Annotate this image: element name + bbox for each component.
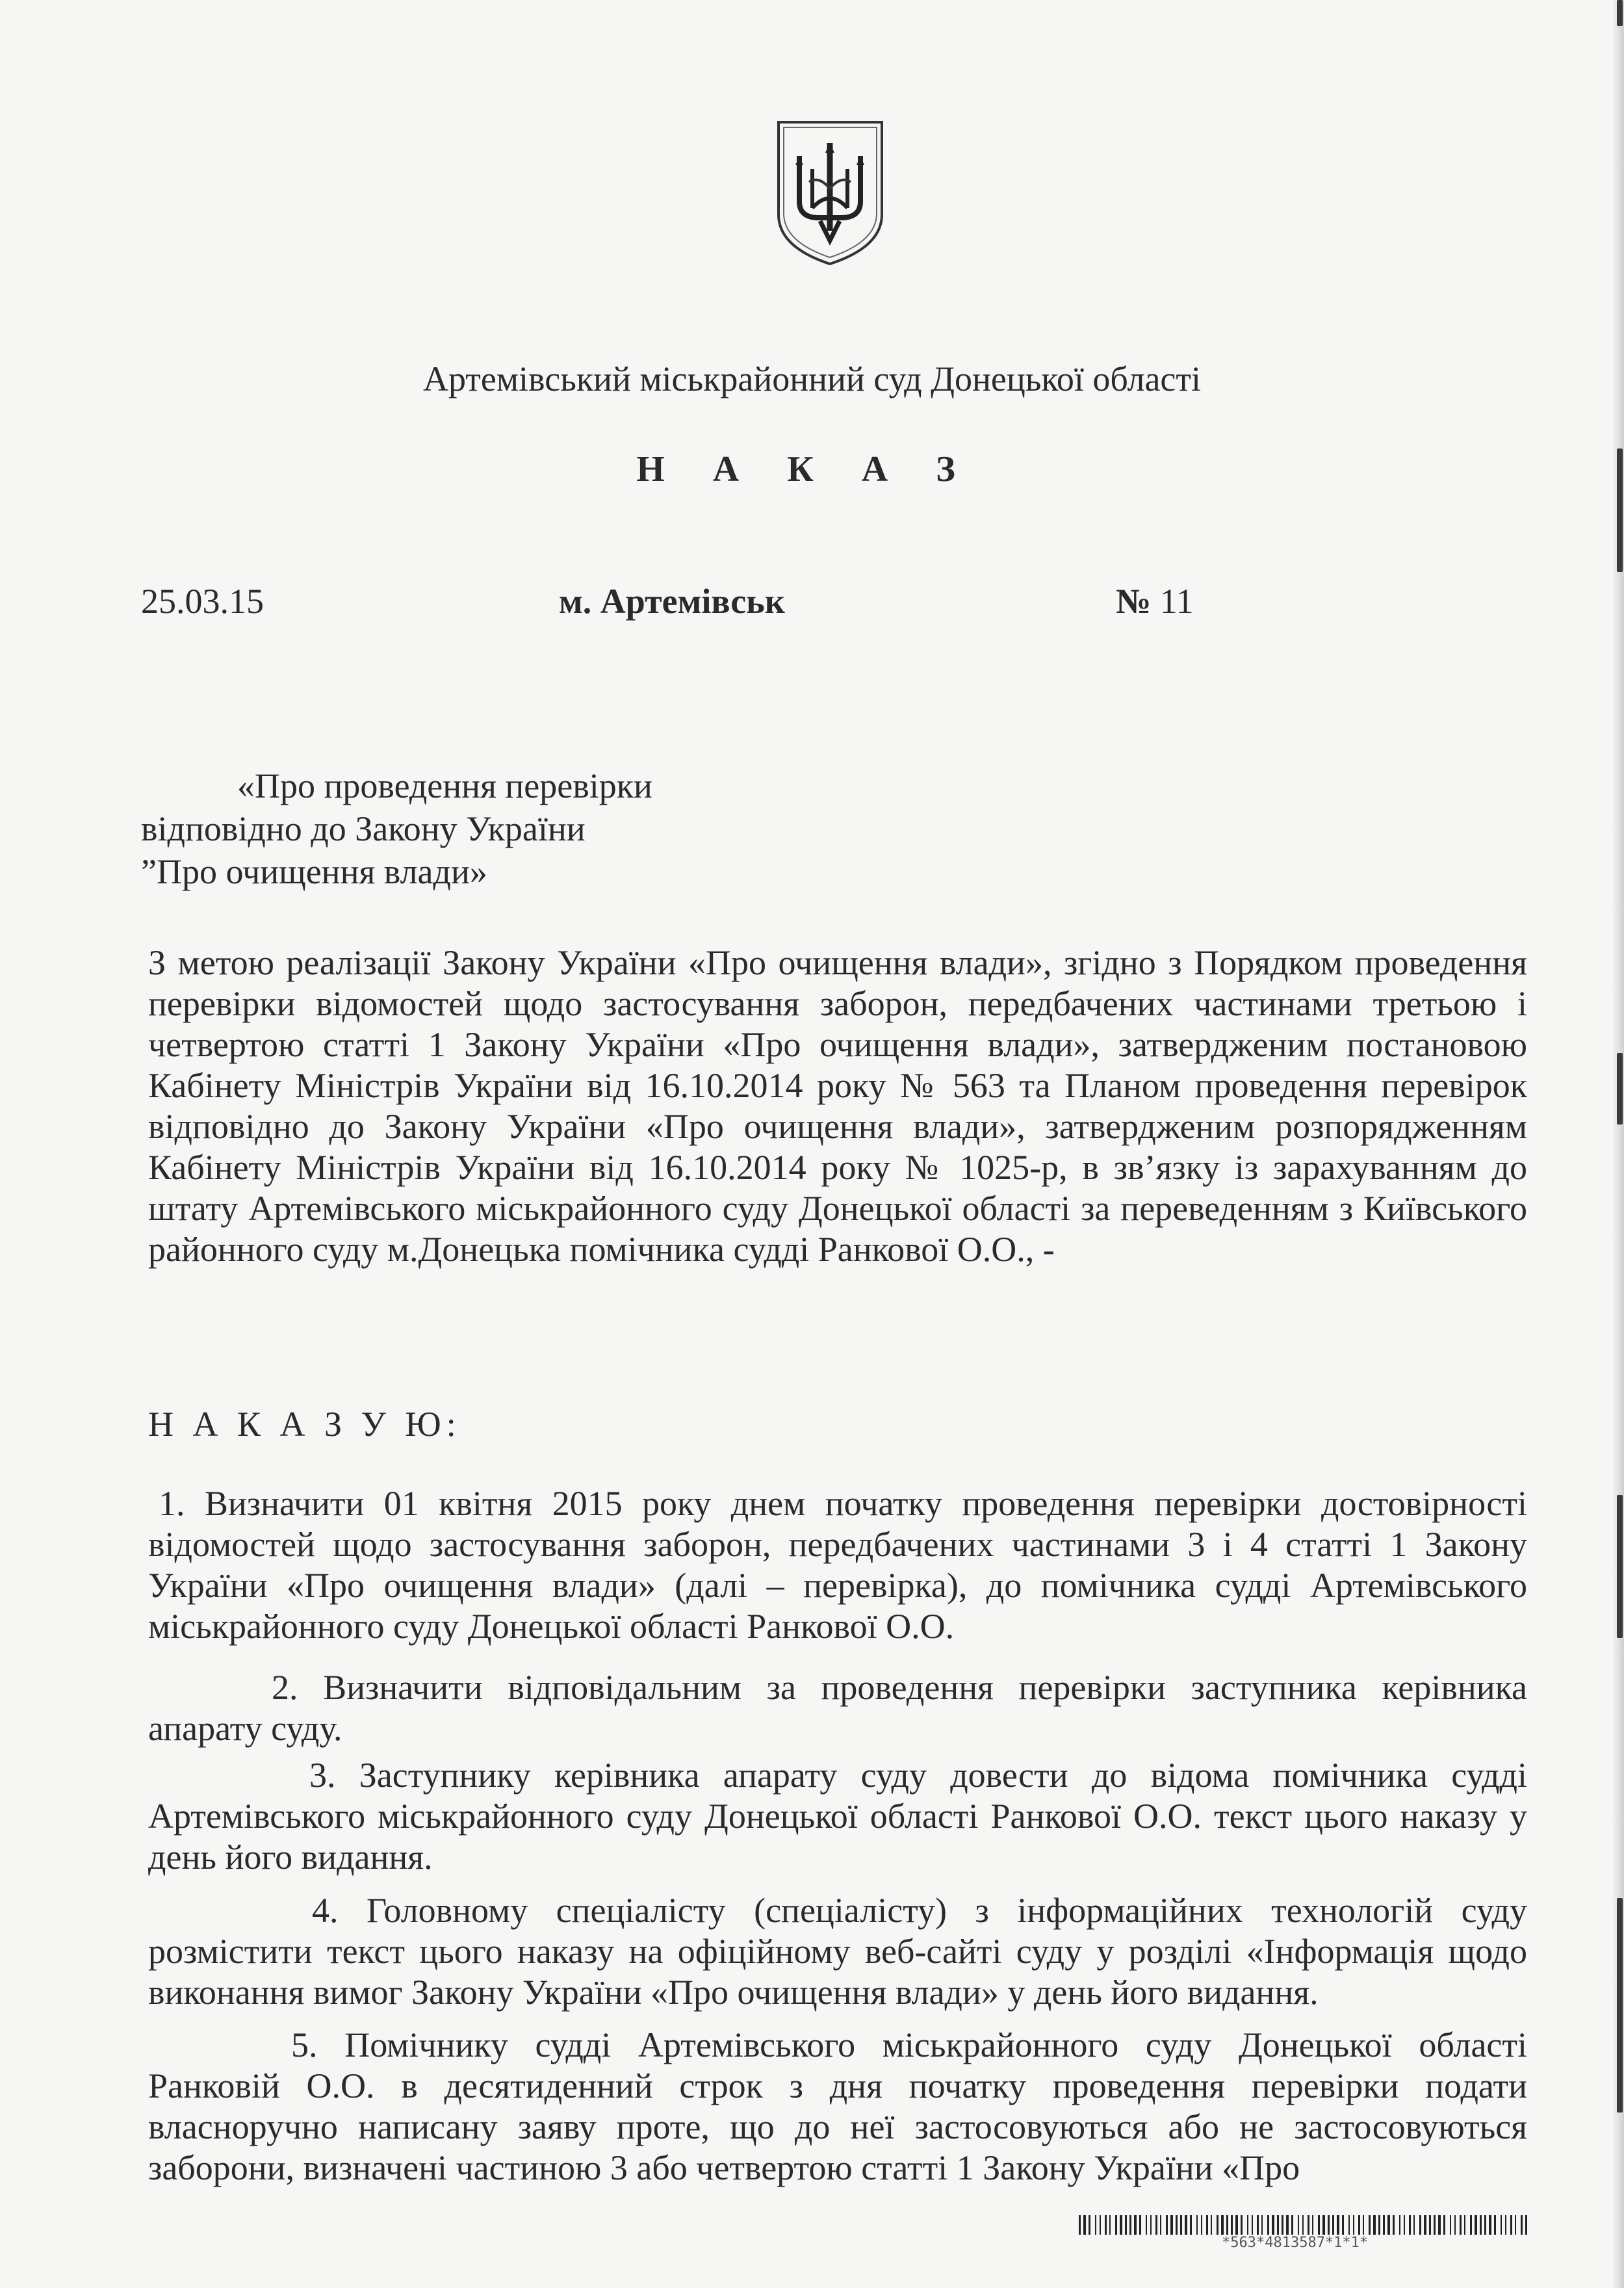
barcode-bar <box>1235 2215 1238 2235</box>
barcode-bar <box>1241 2215 1243 2235</box>
barcode-bar <box>1438 2215 1441 2235</box>
barcode-bar <box>1434 2215 1436 2235</box>
barcode-bar <box>1521 2215 1523 2235</box>
barcode-bar <box>1166 2215 1168 2235</box>
barcode-bar <box>1328 2215 1330 2235</box>
scan-mark <box>1617 1495 1623 1638</box>
barcode-bar <box>1180 2215 1182 2235</box>
barcode-bar <box>1286 2215 1289 2235</box>
barcode-bar <box>1413 2215 1415 2235</box>
scan-edge <box>1612 0 1624 2288</box>
barcode-bar <box>1443 2215 1445 2235</box>
subject-line: відповідно до Закону України <box>141 809 586 848</box>
barcode-bar <box>1378 2215 1380 2235</box>
barcode-bar <box>1342 2215 1344 2235</box>
barcode-bar <box>1109 2215 1111 2235</box>
order-item-2: 2. Визначити відповідальним за проведення перевірки заступника керівника апарату суду. <box>148 1668 1527 1748</box>
barcode-bar <box>1373 2215 1376 2235</box>
barcode-bar <box>1525 2215 1527 2235</box>
number-value: 11 <box>1159 582 1194 621</box>
preamble-paragraph: З метою реалізації Закону України «Про очищення влади», згідно з Порядком проведення перевірки відомостей щодо застосування заборон, передбачених частинами третьою і четвертою статті 1 Закону України «Про очищення влади», затвердженим постановою Кабінету Міністрів України від 16.10.2014 року № 563 та Планом проведення перевірок відповідно до Закону України «Про очищення влади», затвердженим розпорядженням Кабінету Міністрів України від 16.10.2014 року № 1025-р, в зв’язку із зарахуванням до штату Артемівського міськрайонного суду Донецької області за переведенням з Київського районного суду м.Донецька помічника судді Ранкової О.О., - <box>148 943 1527 1269</box>
document-type: Н А К А З <box>636 449 975 489</box>
barcode-bar <box>1257 2215 1259 2235</box>
barcode-bar <box>1337 2215 1339 2235</box>
trident-coat-of-arms-icon <box>773 117 887 266</box>
barcode-bar <box>1146 2215 1147 2235</box>
barcode-bar <box>1409 2215 1411 2235</box>
barcode-bar <box>1267 2215 1269 2235</box>
barcode-bar <box>1089 2215 1090 2235</box>
barcode-bar <box>1079 2215 1081 2235</box>
order-item-1: 1. Визначити 01 квітня 2015 року днем початку проведення перевірки достовірності відомостей щодо застосування заборон, передбачених частинами 3 і 4 статті 1 Закону України «Про очищення влади» (далі – перевірка), до помічника судді Артемівського міськрайонного суду Донецької області Ранкової О.О. <box>148 1484 1527 1646</box>
barcode-bar <box>1383 2215 1385 2235</box>
barcode-bar <box>1470 2215 1472 2235</box>
barcode-bar <box>1176 2215 1178 2235</box>
order-number <box>1116 581 1194 621</box>
barcode-bar <box>1170 2215 1173 2235</box>
barcode-bar <box>1505 2215 1506 2235</box>
order-city: м. Артемівськ <box>559 582 785 621</box>
barcode-bar <box>1358 2215 1360 2235</box>
barcode-bar <box>1454 2215 1456 2235</box>
barcode-bar <box>1484 2215 1486 2235</box>
barcode-bar <box>1134 2215 1137 2235</box>
order-subject <box>141 764 652 893</box>
barcode-bar <box>1404 2215 1405 2235</box>
subject-line: ”Про очищення влади» <box>141 852 487 891</box>
barcode-bar <box>1231 2215 1233 2235</box>
barcode-bar <box>1206 2215 1208 2235</box>
barcode-bar <box>1332 2215 1334 2235</box>
barcode-bar <box>1129 2215 1131 2235</box>
barcode-bar <box>1424 2215 1426 2235</box>
barcode-bar <box>1308 2215 1309 2235</box>
barcode-bar <box>1460 2215 1462 2235</box>
barcode-bar <box>1150 2215 1152 2235</box>
barcode-bar <box>1475 2215 1477 2235</box>
scan-mark <box>1617 0 1623 26</box>
barcode-bar <box>1353 2215 1354 2235</box>
order-item-4: 4. Головному спеціалісту (спеціалісту) з інформаційних технологій суду розмістити текст цього наказу на офіційному веб-сайті суду у розділі «Інформація щодо виконання вимог Закону України «Про очищення влади» у день його видання. <box>148 1891 1527 2012</box>
barcode-bar <box>1190 2215 1192 2235</box>
order-date: 25.03.15 <box>141 582 264 621</box>
barcode-bar <box>1272 2215 1274 2235</box>
barcode-bar <box>1217 2215 1218 2235</box>
barcode-bar <box>1450 2215 1451 2235</box>
barcode-bar <box>1510 2215 1512 2235</box>
barcode-bar <box>1348 2215 1350 2235</box>
barcode-bar <box>1501 2215 1502 2235</box>
barcode-bar <box>1125 2215 1127 2235</box>
barcode-bar <box>1221 2215 1224 2235</box>
barcode-bar <box>1515 2215 1516 2235</box>
document-barcode <box>1079 2215 1527 2235</box>
barcode-bar <box>1387 2215 1390 2235</box>
barcode-bar <box>1201 2215 1202 2235</box>
barcode-bar <box>1139 2215 1141 2235</box>
barcode-bar <box>1312 2215 1313 2235</box>
barcode-bar <box>1480 2215 1482 2235</box>
barcode-bar <box>1095 2215 1096 2235</box>
subject-line: «Про проведення перевірки <box>237 766 652 805</box>
court-name: Артемівський міськрайонний суд Донецької області <box>423 359 1201 398</box>
barcode-bar <box>1185 2215 1187 2235</box>
barcode-bar <box>1393 2215 1395 2235</box>
scan-mark <box>1617 1053 1623 1124</box>
barcode-bar <box>1369 2215 1371 2235</box>
barcode-bar <box>1399 2215 1400 2235</box>
barcode-bar <box>1322 2215 1325 2235</box>
barcode-bar <box>1083 2215 1086 2235</box>
decree-heading: Н А К А З У Ю: <box>148 1405 461 1444</box>
barcode-bar <box>1429 2215 1431 2235</box>
barcode-bar <box>1211 2215 1212 2235</box>
barcode-bar <box>1277 2215 1279 2235</box>
barcode-bar <box>1419 2215 1421 2235</box>
barcode-bar <box>1247 2215 1248 2235</box>
barcode-bar <box>1291 2215 1293 2235</box>
barcode-bar <box>1252 2215 1253 2235</box>
number-sign: № <box>1116 582 1152 621</box>
barcode-bar <box>1160 2215 1161 2235</box>
barcode-bar <box>1282 2215 1283 2235</box>
barcode-bar <box>1363 2215 1364 2235</box>
scan-mark <box>1617 1898 1623 2112</box>
barcode-bar <box>1261 2215 1263 2235</box>
barcode-bar <box>1298 2215 1299 2235</box>
barcode-bar <box>1226 2215 1228 2235</box>
barcode-bar <box>1105 2215 1107 2235</box>
barcode-bar <box>1464 2215 1465 2235</box>
barcode-bar <box>1115 2215 1117 2235</box>
barcode-number: *563*4813587*1*1* <box>1222 2235 1369 2251</box>
barcode-bar <box>1302 2215 1304 2235</box>
barcode-bar <box>1489 2215 1491 2235</box>
barcode-bar <box>1100 2215 1101 2235</box>
barcode-bar <box>1155 2215 1157 2235</box>
barcode-bar <box>1196 2215 1198 2235</box>
barcode-bar <box>1318 2215 1320 2235</box>
order-item-3: 3. Заступнику керівника апарату суду довести до відома помічника судді Артемівського міськрайонного суду Донецької області Ранкової О.О. текст цього наказу у день його видання. <box>148 1756 1527 1877</box>
barcode-bar <box>1494 2215 1496 2235</box>
barcode-bar <box>1120 2215 1122 2235</box>
order-item-5: 5. Помічнику судді Артемівського міськрайонного суду Донецької області Ранковій О.О. в десятиденний строк з дня початку проведення перевірки подати власноручно написану заяву проте, що до неї застосовуються або не застосовуються заборони, визначені частиною 3 або четвертою статті 1 Закону України «Про <box>148 2025 1527 2187</box>
